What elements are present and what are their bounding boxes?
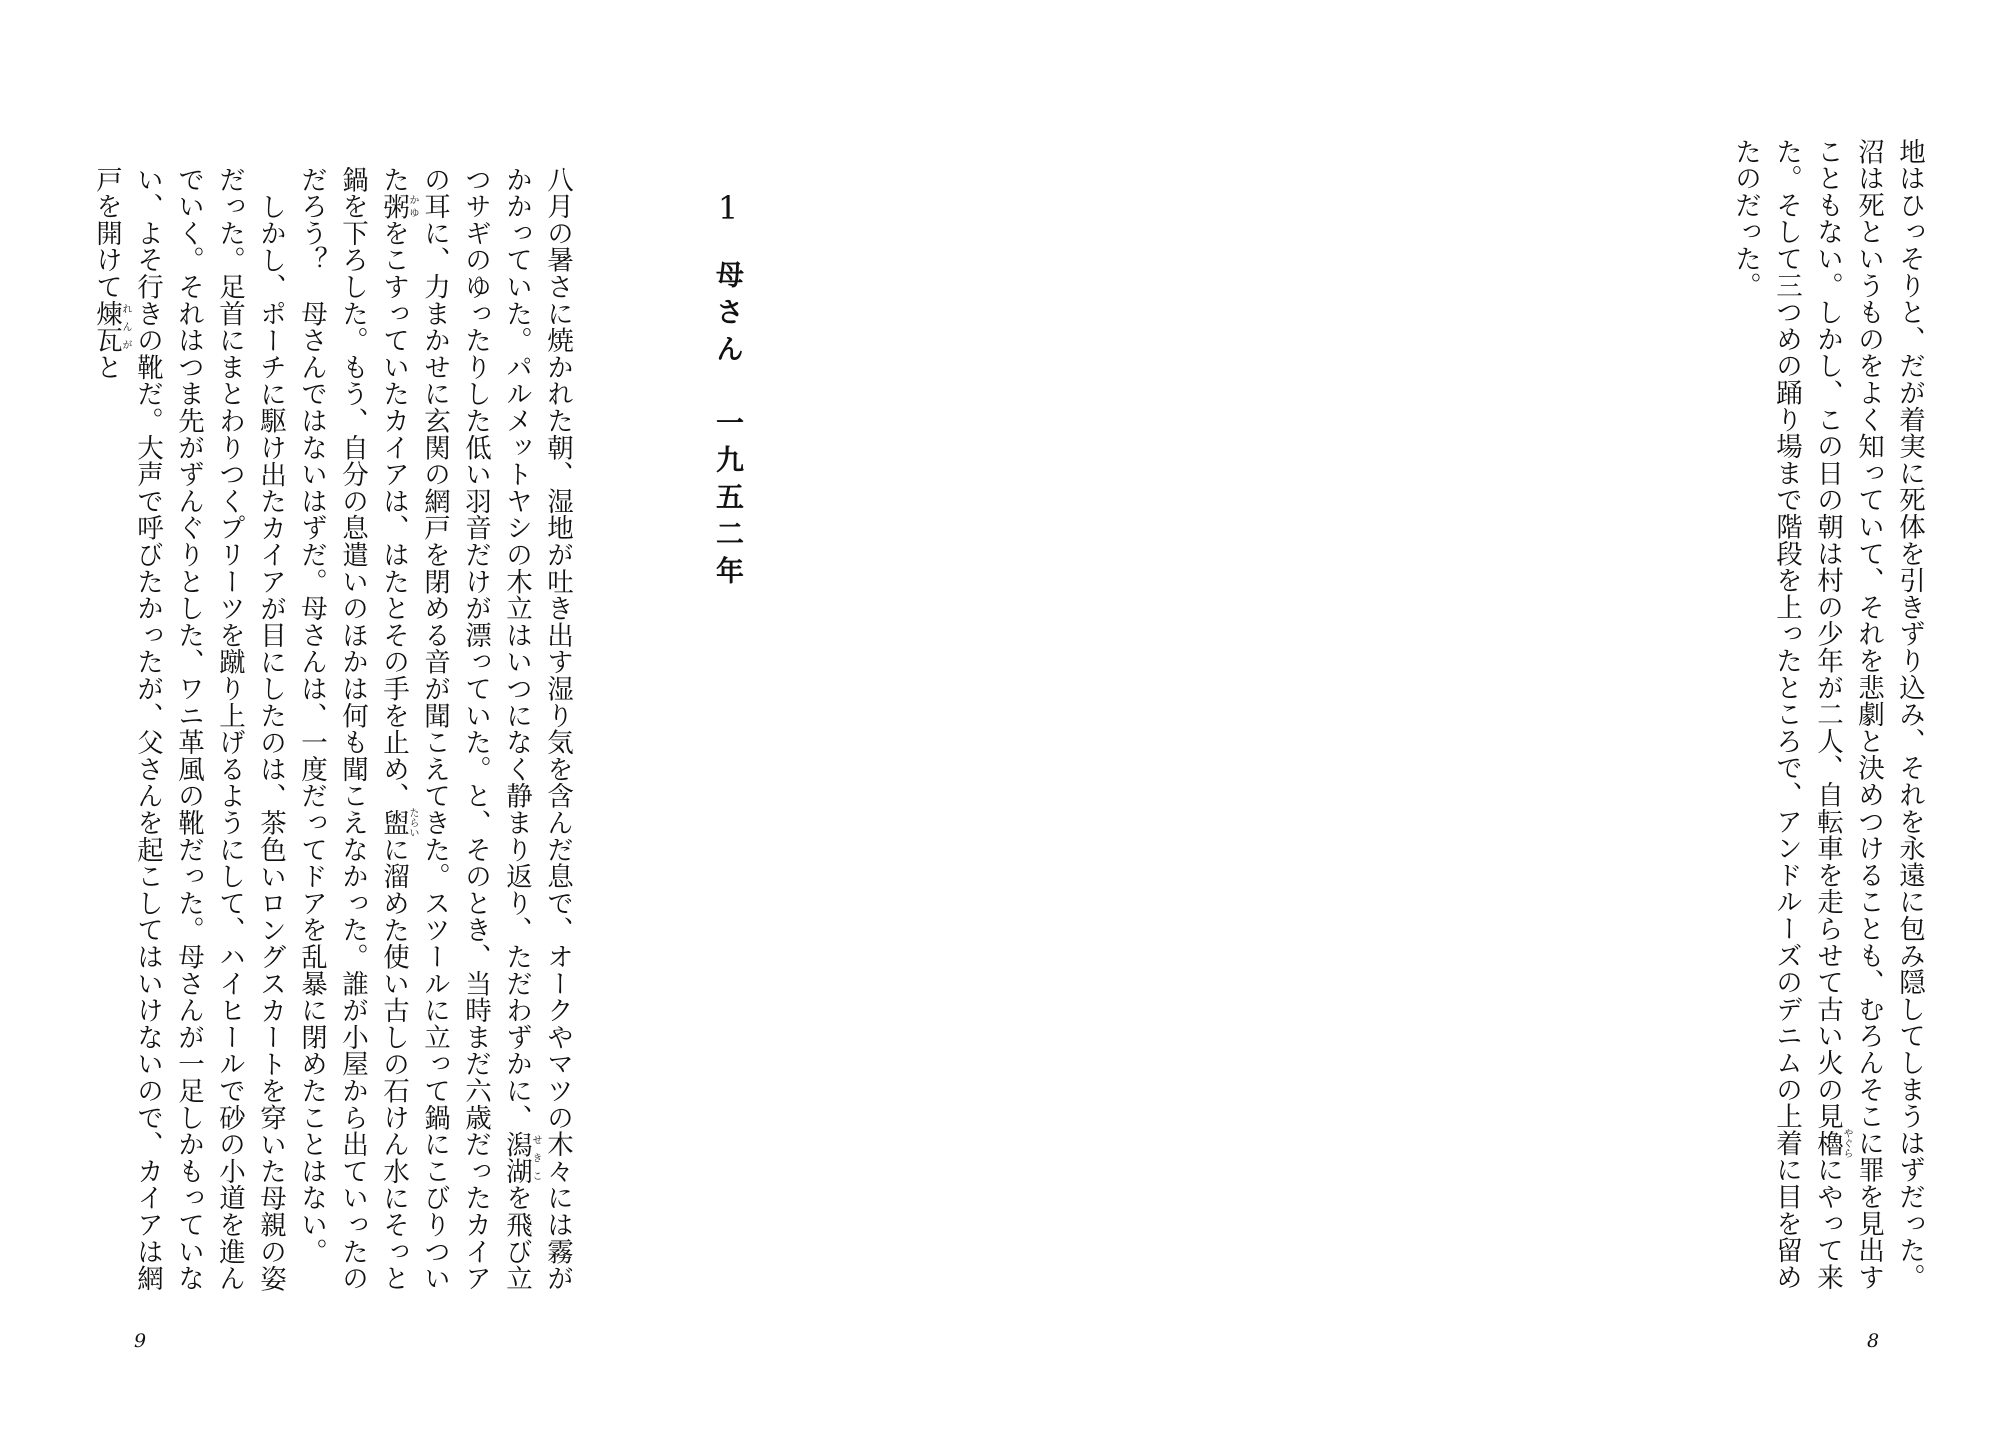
text-run: 地はひっそりと、だが着実に死体を引きずり込み、それを永遠に包み隠してしまうはずだった。沼は死というものをよく知っていて、それを悲劇と決めつけることも、むろんそこに罪を見出すこともない。しかし、この日の朝は村の少年が二人、自転車を走らせて古い火の見 [1812,138,1925,1291]
text-run: に溜めた使い古しの石けん水にそっと鍋を下ろした。もう、自分の息遣いのほかは何も聞こえなかった。誰が小屋から出ていったのだろう？ 母さんではないはずだ。母さんは、一度だってドアを乱暴に閉めたことはない。 [296,166,409,1292]
ruby-reading: せきこ [530,1130,541,1185]
ruby-reading: かゆ [407,192,418,220]
ruby-reading: たらい [407,807,418,838]
ruby-reading: やぐら [1841,1128,1852,1159]
page-number-right: 8 [1867,1330,1880,1352]
ruby-base: 粥 [378,192,409,220]
ruby-kayu [378,192,418,220]
ruby-renga [91,300,131,354]
chapter-heading [708,192,748,593]
text-run: しかし、ポーチに駆け出たカイアが目にしたのは、茶色いロングスカートを穿いた母親の姿だった。足首にまとわりつくプリーツを蹴り上げるようにして、ハイヒールで砂の小道を進んでいく。それはつま先がずんぐりとした、ワニ革風の靴だった。母さんが一足しかもっていない、よそ行きの靴だ。大声で呼びたかったが、父さんを起こしてはいけないので、カイアは網戸を開けて [91,166,286,1292]
ruby-yagura [1812,1128,1852,1159]
text-run: 八月の暑さに焼かれた朝、湿地が吐き出す湿り気を含んだ息で、オークやマツの木々には霧がかかっていた。パルメットヤシの木立はいつになく静まり返り、ただわずかに、 [501,166,573,1292]
ruby-sekiko [501,1130,541,1185]
right-page [1000,0,2000,1441]
paragraph-2 [86,166,291,1293]
text-run: と [91,353,122,381]
ruby-base: 潟湖 [501,1130,532,1185]
ruby-reading: れんが [120,300,131,354]
body-text-left [86,166,578,1293]
ruby-base: 盥 [378,807,409,838]
ruby-base: 煉瓦 [91,300,122,354]
page-number-left: 9 [134,1330,147,1352]
chapter-number: 1 [717,192,739,224]
ruby-tarai [378,807,418,838]
text-run: にやって来た。そして三つめの踊り場まで階段を上ったところで、アンドルーズのデニムの上着に目を留めたのだった。 [1730,138,1843,1291]
text-run: を飛び立つサギのゆったりした低い羽音だけが漂っていた。と、そのとき、当時まだ六歳だったカイアの耳に、力まかせに玄関の網戸を閉める音が聞こえてきた。スツールに立って鍋にこびりついた [378,166,532,1292]
paragraph-1 [291,166,578,1293]
paragraph-continued [1725,138,1930,1293]
body-text-right [1730,138,1930,1293]
text-run: をこすっていたカイアは、はたとその手を止め、 [378,219,409,810]
ruby-base: 櫓 [1812,1128,1843,1159]
chapter-title: 母さん 一九五二年 [712,260,745,593]
